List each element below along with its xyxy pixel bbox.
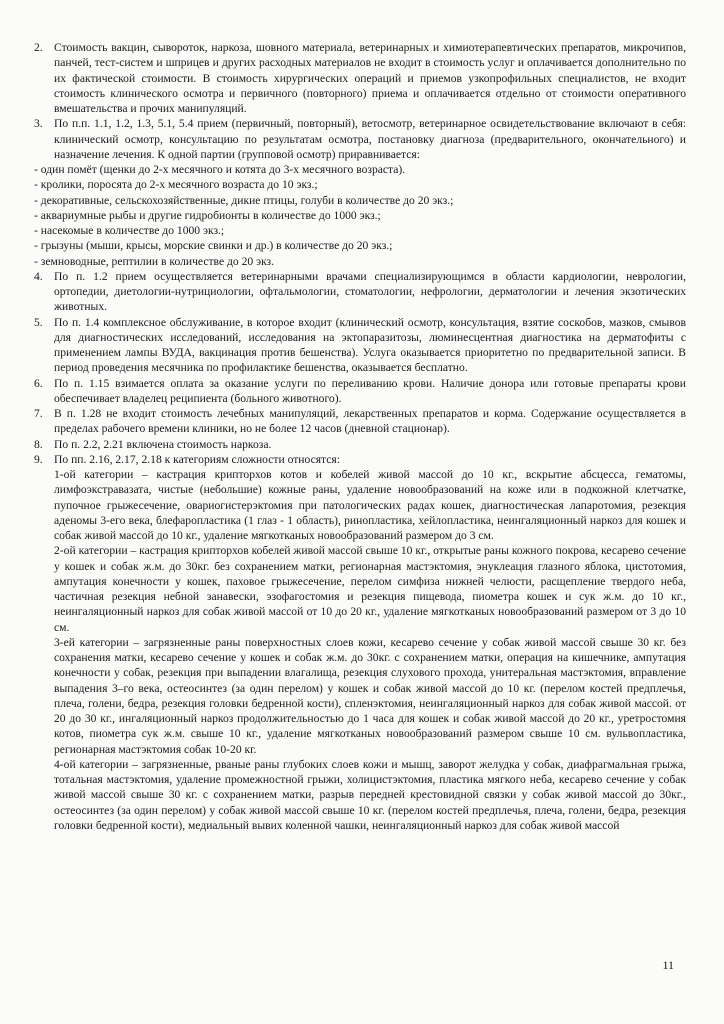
sublist-item: - грызуны (мыши, крысы, морские свинки и др.) в количестве до 20 экз.;	[34, 239, 393, 253]
document-body	[34, 40, 686, 833]
list-item-4	[34, 269, 686, 315]
sublist-item: - один помёт (щенки до 2-х месячного и котята до 3-х месячного возраста).	[34, 163, 406, 176]
item-number: 6.	[34, 376, 43, 390]
item-paragraph: По пп. 2.16, 2.17, 2.18 к категориям сложности относятся:	[54, 452, 340, 466]
item-content	[54, 116, 686, 162]
item-number: 2.	[34, 41, 43, 54]
sublist-item: - насекомые в количестве до 1000 экз.;	[34, 224, 225, 237]
item-number: 7.	[34, 407, 43, 420]
item-paragraph: Стоимость вакцин, сывороток, наркоза, шовного материала, ветеринарных и химиотерапевтических препаратов, микрочипов, панчей, тест-систем и шприцев и других расходных материалов не входит в стоимость услуг и оплачивается дополнительно по их фактической стоимости. В стоимость хирургических операций и приемов узкопрофильных специалистов, не входит стоимость клинического осмотра и первичного (повторного) приема и оплачивается отдельно от стоимости оперативного вмешательства и прочих манипуляций.	[54, 41, 686, 115]
list-item-9	[34, 452, 686, 833]
page-number: 11	[662, 958, 674, 972]
list-item-3	[34, 116, 686, 162]
item-paragraph: По п.п. 1.1, 1.2, 1.3, 5.1, 5.4 прием (первичный, повторный), ветосмотр, ветеринарное освидетельствование включают в себя: клинический осмотр, консультацию по результатам осмотра, постановку диагноза (предварительного, окончательного) и назначение лечения. К одной партии (групповой осмотр) приравнивается:	[54, 117, 686, 161]
category-2-paragraph: 2-ой категории – кастрация крипторхов кобелей живой массой свыше 10 кг., открытые раны кожного покрова, кесарево сечение у кошек и собак ж.м. до 30кг. без сохранением матки, регионарная мастэктомия, энуклеация глазного яблока, цистотомия, ампутация конечности у кошек, паховое грыжесечение, перелом симфиза нижней челюсти, расщепление твердого неба, частичная резекция небной занавески, эзофагостомия и резекция пищевода, пиометра кошек и сук ж.м. до 10 кг., неингаляционный наркоз для собак живой массой от 10 до 20 кг., удаление мягкотканых новообразований размером от 3 до 10 см.	[54, 544, 686, 634]
sublist-item: - земноводные, рептилии в количестве до 20 экз.	[34, 254, 275, 268]
list-item-2	[34, 40, 686, 116]
item-number: 9.	[34, 452, 43, 466]
item-content	[54, 437, 686, 452]
item-number: 3.	[34, 117, 43, 131]
category-4-paragraph: 4-ой категории – загрязненные, рваные раны глубоких слоев кожи и мышц, заворот желудка у собак, диафрагмальная грыжа, тотальная мастэктомия, удаление промежностной грыжи, холицистэктомия, пластика мягкого неба, кесарево сечение у собак живой массой свыше 30 кг. с сохранением матки, разрыв передней крестовидной связки у собак живой массой до 30кг., остеосинтез (за один перелом) у собак живой массой свыше 10 кг. (перелом костей предплечья, плеча, голени, бедра, резекция головки бедренной кости), медиальный вывих коленной чашки, неингаляционный наркоз для собак живой массой	[54, 757, 686, 832]
item-paragraph: По п. 2.2, 2.21 включена стоимость наркоза.	[54, 437, 272, 451]
list-item-7	[34, 406, 686, 437]
item-content	[54, 452, 686, 833]
item-number: 4.	[34, 269, 43, 283]
list-item-5	[34, 315, 686, 376]
item-number: 5.	[34, 315, 43, 329]
item-content	[54, 315, 686, 376]
item-paragraph: По п. 1.15 взимается оплата за оказание услуги по переливанию крови. Наличие донора или готовые препараты крови обеспечивает владелец реципиента (больного животного).	[54, 376, 686, 405]
category-3-paragraph: 3-ей категории – загрязненные раны поверхностных слоев кожи, кесарево сечение у собак живой массой свыше 30 кг. без сохранения матки, кесарево сечение у кошек и собак ж.м. до 30кг. с сохранением матки, операция на кишечнике, ампутация конечности у собак, резекция при выпадении влагалища, резекция слухового прохода, унитеральная мастэктомия, вправление выпадения 3–го века, остеосинтез (за один перелом) у кошек и собак живой массой до 10 кг. (перелом костей предплечья, плеча, голени, бедра, резекция головки бедренной кости), спленэктомия, неингаляционный наркоз для собак живой массой. от 20 до 30 кг., ингаляционный наркоз продолжительностью до 1 часа для кошек и собак живой массой до 20 кг., уретростомия котов, пиометра сук ж.м. свыше 10 кг., удаление мягкотканых новообразований размером свыше 10 см. вульвопластика, регионарная мастэктомия собак 10-20 кг.	[54, 635, 686, 756]
item-paragraph: По п. 1.4 комплексное обслуживание, в которое входит (клинический осмотр, консультация, взятие соскобов, мазков, смывов для диагностических исследований, исследования на эктопаразитозы, люминесцентная диагностика на дерматофиты с применением лампы ВУДА, вакцинация против бешенства). Услуга оказывается приоритетно по предварительной записи. В период проведения месячника по профилактике бешенства, оказывается бесплатно.	[54, 315, 686, 375]
list-item-8	[34, 437, 686, 452]
item-content	[54, 40, 686, 116]
item-content	[54, 406, 686, 437]
list-item-6	[34, 376, 686, 407]
item-content	[54, 269, 686, 315]
item-number: 8.	[34, 437, 43, 451]
category-1-paragraph: 1-ой категории – кастрация крипторхов котов и кобелей живой массой до 10 кг., вскрытие абсцесса, гематомы, лимфоэкстравазата, чистые (небольшие) кожные раны, удаление новообразований на коже или в подкожной клетчатке, пупочное грыжесечение, овариогистерэктомия при патологических радах кошек, диагностическая лапаротомия, резекция аденомы 3-его века, блефаропластика (1 глаз - 1 область), ринопластика, хейлопластика, неингаляционный наркоз для кошек и собак живой массой до 10 кг., удаление мягкотканых новообразований размером до 3 см.	[54, 468, 686, 542]
sublist-item: - аквариумные рыбы и другие гидробионты в количестве до 1000 экз.;	[34, 208, 381, 222]
item-paragraph: В п. 1.28 не входит стоимость лечебных манипуляций, лекарственных препаратов и корма. Содержание осуществляется в пределах рабочего времени клиники, но не более 12 часов (дневной стационар).	[54, 407, 686, 436]
item-paragraph: По п. 1.2 прием осуществляется ветеринарными врачами специализирующимся в области кардиологии, неврологии, ортопедии, диетологии-нутрициологии, офтальмологии, стоматологии, нефрологии, дерматологии и лечения экзотических животных.	[54, 269, 686, 314]
sublist-item: - декоративные, сельскохозяйственные, дикие птицы, голуби в количестве до 20 экз.;	[34, 193, 454, 207]
sublist-item: - кролики, поросята до 2-х месячного возраста до 10 экз.;	[34, 178, 318, 192]
item-content	[54, 376, 686, 407]
